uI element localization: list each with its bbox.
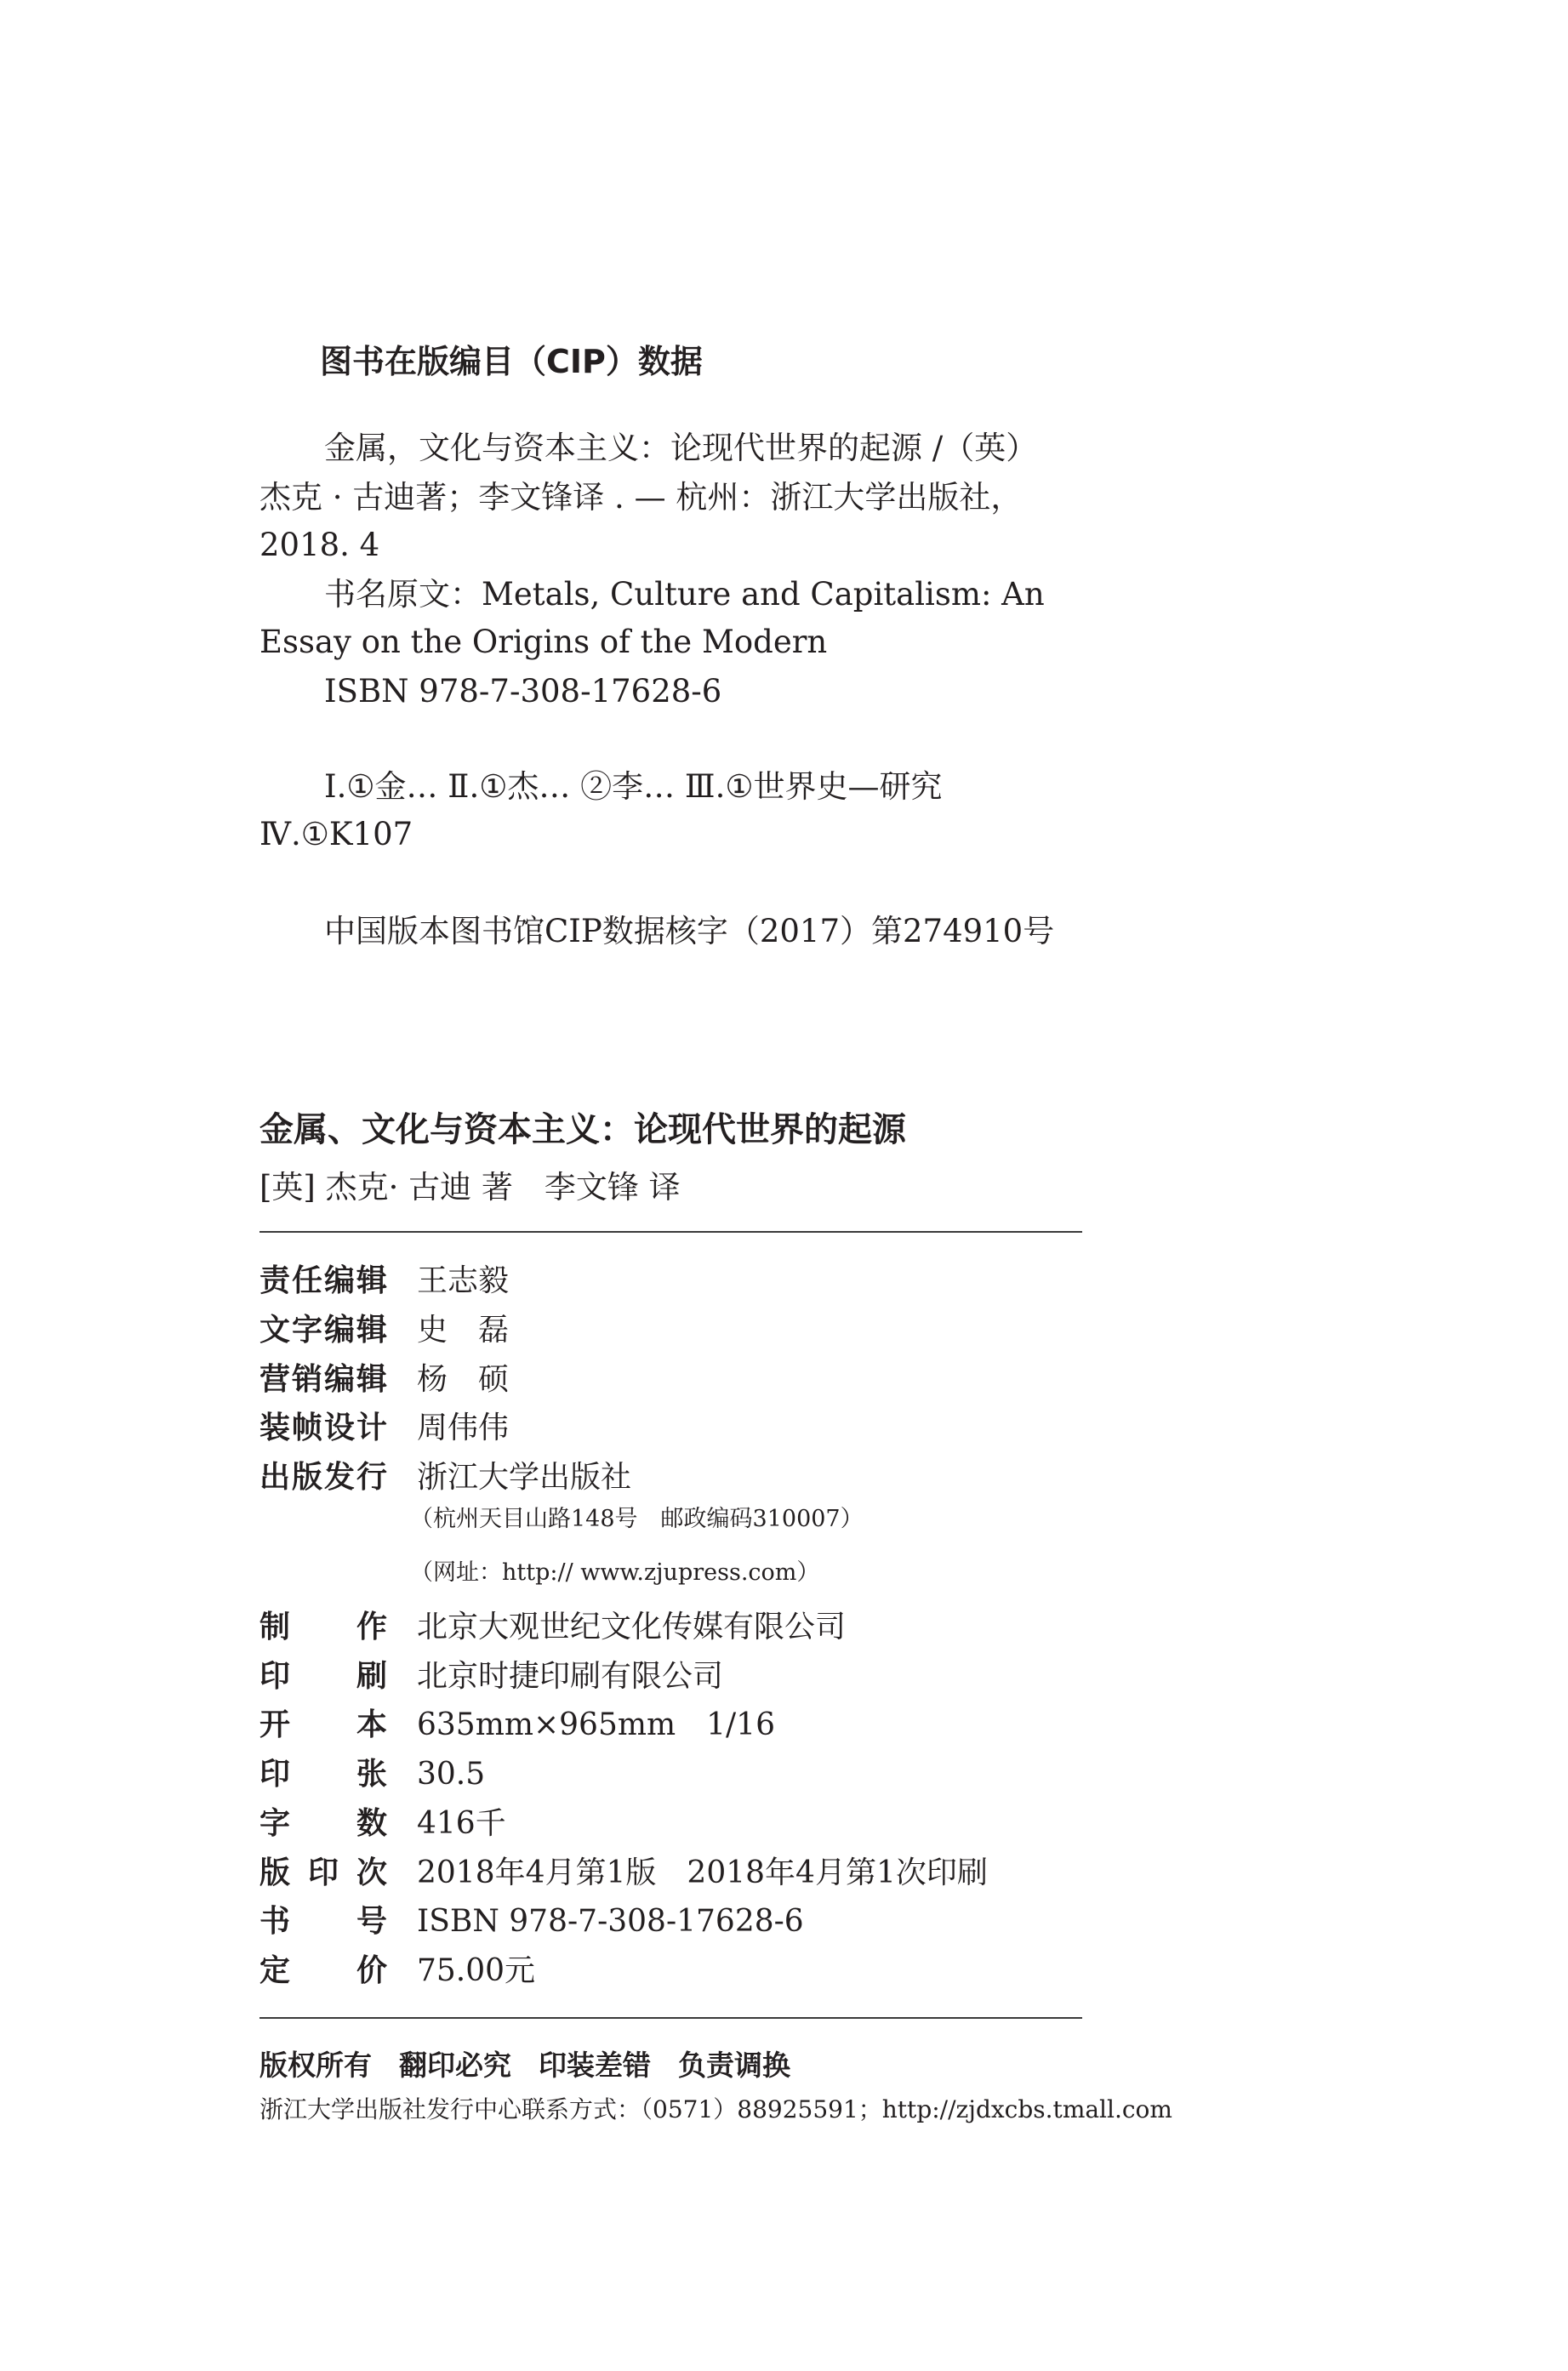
info-label-char: 本: [356, 1707, 387, 1742]
info-label-char: 定: [259, 1953, 291, 1988]
info-label-char: 计: [356, 1411, 387, 1445]
rights-item: 负责调换: [678, 2049, 790, 2082]
cip-check-number: 中国版本图书馆CIP数据核字（2017）第274910号: [324, 913, 1055, 949]
cip-isbn: ISBN 978-7-308-17628-6: [324, 673, 722, 710]
info-label-char: 作: [356, 1610, 387, 1644]
divider-bottom: [259, 2017, 1082, 2019]
info-label: [259, 1263, 387, 1298]
info-label-char: 辑: [356, 1313, 387, 1348]
info-label-char: 销: [291, 1362, 322, 1397]
info-label-char: 辑: [356, 1362, 387, 1397]
info-value: ISBN 978-7-308-17628-6: [417, 1904, 804, 1939]
info-value: 浙江大学出版社: [417, 1460, 632, 1495]
info-label: [259, 1612, 387, 1643]
info-value: 416千: [417, 1806, 506, 1841]
rights-item: 版权所有: [259, 2049, 372, 2082]
info-label-char: 字: [291, 1313, 322, 1348]
publisher-website: （网址：http:// www.zjupress.com）: [410, 1559, 820, 1586]
info-value: 王志毅: [417, 1263, 510, 1298]
info-label-char: 次: [356, 1855, 387, 1890]
info-label-char: 刷: [356, 1659, 387, 1694]
info-label: [259, 1806, 387, 1841]
info-label-char: 制: [259, 1610, 291, 1644]
info-label-char: 书: [259, 1904, 291, 1939]
cip-title-line-3: 2018. 4: [259, 527, 380, 563]
cip-classification-line-2: Ⅳ.①K107: [259, 816, 413, 852]
info-label: [259, 1855, 387, 1890]
info-label-char: 价: [356, 1953, 387, 1988]
cip-title-line-1: 金属，文化与资本主义：论现代世界的起源 /（英）: [324, 430, 1038, 466]
info-value: 635mm×965mm 1/16: [417, 1707, 775, 1742]
book-authors: [英] 杰克· 古迪 著 李文锋 译: [259, 1169, 681, 1205]
info-label-char: 发: [323, 1460, 355, 1495]
info-label-char: 文: [259, 1313, 291, 1348]
info-value: 30.5: [417, 1757, 486, 1792]
info-label: [259, 1413, 387, 1444]
info-label-char: 开: [259, 1707, 291, 1742]
info-label-char: 号: [356, 1904, 387, 1939]
cip-original-title-line-2: Essay on the Origins of the Modern: [259, 624, 828, 660]
distribution-contact: 浙江大学出版社发行中心联系方式：（0571）88925591；http://zjdxcbs.tmall.com: [259, 2095, 1172, 2123]
info-label: [259, 1661, 387, 1692]
info-value: 75.00元: [417, 1953, 536, 1988]
info-label-char: 责: [259, 1263, 291, 1298]
info-label-char: 印: [259, 1757, 291, 1792]
info-label-char: 帧: [291, 1411, 322, 1445]
info-label-char: 张: [356, 1757, 387, 1792]
info-label: [259, 1906, 387, 1937]
info-label-char: 数: [356, 1806, 387, 1841]
divider-top: [259, 1231, 1082, 1233]
info-label-char: 出: [259, 1460, 291, 1495]
cip-classification-line-1: Ⅰ.①金… Ⅱ.①杰… ②李… Ⅲ.①世界史—研究: [324, 768, 943, 805]
info-label-char: 印: [259, 1659, 291, 1694]
info-label: [259, 1759, 387, 1790]
info-label-char: 编: [323, 1362, 355, 1397]
rights-item: 翻印必究: [399, 2049, 511, 2082]
info-label-char: 辑: [356, 1263, 387, 1298]
info-label-char: 版: [291, 1460, 322, 1495]
info-value: 周伟伟: [417, 1411, 510, 1445]
info-label-char: 印: [307, 1855, 339, 1890]
info-label-char: 营: [259, 1362, 291, 1397]
info-value: 北京大观世纪文化传媒有限公司: [417, 1610, 847, 1644]
info-value: 史 磊: [417, 1313, 510, 1348]
publisher-address: （杭州天目山路148号 邮政编码310007）: [410, 1506, 864, 1532]
info-value: 北京时捷印刷有限公司: [417, 1659, 724, 1694]
info-label: [259, 1953, 387, 1988]
book-title: 金属、文化与资本主义：论现代世界的起源: [259, 1110, 906, 1149]
info-label-char: 编: [323, 1263, 355, 1298]
info-label: [259, 1315, 387, 1346]
info-label: [259, 1362, 387, 1397]
info-label-char: 行: [356, 1460, 387, 1495]
info-value: 2018年4月第1版 2018年4月第1次印刷: [417, 1855, 988, 1890]
cip-original-title-line-1: 书名原文：Metals, Culture and Capitalism: An: [324, 576, 1045, 613]
info-label-char: 字: [259, 1806, 291, 1841]
info-label-char: 版: [259, 1855, 291, 1890]
info-label: [259, 1707, 387, 1742]
info-label-char: 任: [291, 1263, 322, 1298]
info-value: 杨 硕: [417, 1362, 510, 1397]
copyright-notice: [259, 2043, 790, 2083]
info-label-char: 装: [259, 1411, 291, 1445]
cip-title-line-2: 杰克 · 古迪著；李文锋译 . — 杭州：浙江大学出版社，: [259, 479, 1023, 516]
cip-heading: 图书在版编目（CIP）数据: [320, 343, 703, 380]
info-label-char: 设: [323, 1411, 355, 1445]
info-label-char: 编: [323, 1313, 355, 1348]
rights-item: 印装差错: [539, 2049, 651, 2082]
info-label: [259, 1462, 387, 1493]
